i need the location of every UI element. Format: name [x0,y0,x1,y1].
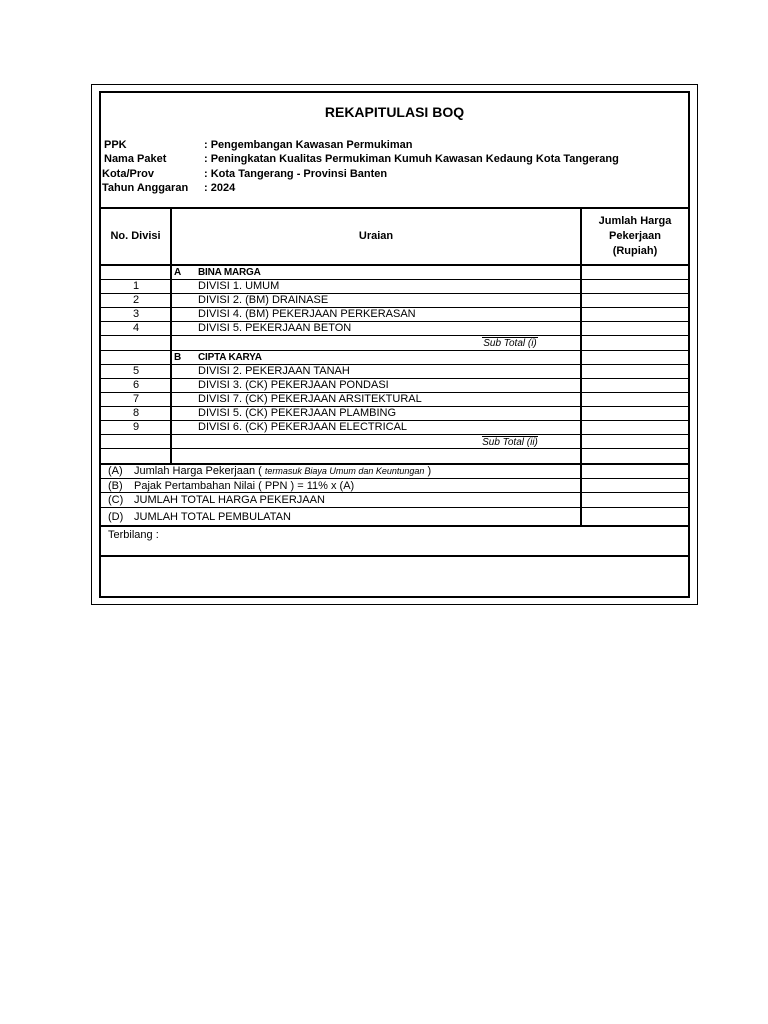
row-line [99,478,690,479]
section-letter-b: B [174,352,182,363]
summary-tail-a: ) [424,465,432,477]
subtotal-ii: Sub Total (ii) [482,437,538,448]
summary-text-d: JUMLAH TOTAL PEMBULATAN [134,511,291,523]
section-title-bina-marga: BINA MARGA [198,267,261,278]
summary-text-a-main: Jumlah Harga Pekerjaan ( [134,465,265,477]
row-uraian: DIVISI 2. (BM) DRAINASE [198,294,329,306]
row-line [99,350,690,351]
row-line [99,448,690,449]
subtotal-i: Sub Total (i) [483,338,537,349]
row-line [99,364,690,365]
section-title-cipta-karya: CIPTA KARYA [198,352,262,363]
summary-code-c: (C) [108,494,124,506]
row-number: 3 [132,308,140,320]
row-uraian: DIVISI 5. (CK) PEKERJAAN PLAMBING [198,407,397,419]
terbilang-label: Terbilang : [108,529,159,541]
row-uraian: DIVISI 5. PEKERJAAN BETON [198,322,352,334]
summary-text-b: Pajak Pertambahan Nilai ( PPN ) = 11% x (A) [134,480,355,492]
header-uraian: Uraian [358,230,394,242]
row-number: 7 [132,393,140,405]
row-number: 4 [132,322,140,334]
row-line [99,321,690,322]
table-top-border [99,207,690,209]
section-letter-a: A [174,267,182,278]
row-number: 9 [132,421,140,433]
header-jumlah-line3: (Rupiah) [612,245,658,257]
summary-bottom-border [99,525,690,527]
row-uraian: DIVISI 1. UMUM [198,280,280,292]
info-value-tahun: : 2024 [204,182,236,194]
summary-code-a: (A) [108,465,123,477]
row-line [99,492,690,493]
row-uraian: DIVISI 4. (BM) PEKERJAAN PERKERASAN [198,308,416,320]
summary-text-c: JUMLAH TOTAL HARGA PEKERJAAN [134,494,325,506]
info-value-ppk: : Pengembangan Kawasan Permukiman [204,139,413,151]
info-label-kota-prov: Kota/Prov [102,168,154,180]
terbilang-bottom-border [99,555,690,557]
row-number: 5 [132,365,140,377]
row-number: 6 [132,379,140,391]
row-line [99,378,690,379]
header-jumlah-line1: Jumlah Harga [598,215,672,227]
summary-note-a: termasuk Biaya Umum dan Keuntungan [264,466,425,476]
row-line [99,335,690,336]
info-label-tahun: Tahun Anggaran [102,182,189,194]
header-bottom-border [99,264,690,266]
info-label-ppk: PPK [104,139,127,151]
row-uraian: DIVISI 2. PEKERJAAN TANAH [198,365,350,377]
row-line [99,434,690,435]
info-value-nama-paket: : Peningkatan Kualitas Permukiman Kumuh Kawasan Kedaung Kota Tangerang [204,153,619,165]
summary-text-a [134,465,431,477]
row-number: 1 [132,280,140,292]
row-line [99,507,690,508]
row-uraian: DIVISI 7. (CK) PEKERJAAN ARSITEKTURAL [198,393,422,405]
header-jumlah-line2: Pekerjaan [609,230,661,242]
row-uraian: DIVISI 6. (CK) PEKERJAAN ELECTRICAL [198,421,408,433]
row-line [99,293,690,294]
info-value-kota-prov: : Kota Tangerang - Provinsi Banten [204,168,388,180]
row-line [99,279,690,280]
row-uraian: DIVISI 3. (CK) PEKERJAAN PONDASI [198,379,389,391]
header-no-divisi: No. Divisi [110,230,161,242]
summary-code-b: (B) [108,480,123,492]
row-number: 2 [132,294,140,306]
document-title: REKAPITULASI BOQ [324,104,465,120]
summary-code-d: (D) [108,511,124,523]
row-number: 8 [132,407,140,419]
info-label-nama-paket: Nama Paket [104,153,167,165]
